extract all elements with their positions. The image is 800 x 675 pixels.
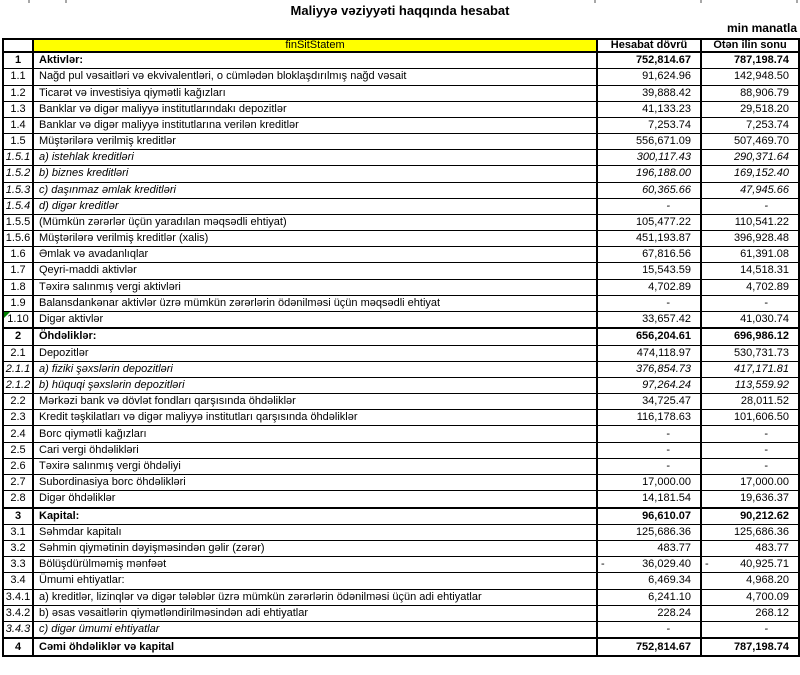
table-row — [3, 69, 799, 85]
row-number-cell: 1.10 — [3, 311, 33, 328]
value-cell-current-period: 656,204.61 — [597, 328, 701, 345]
row-number-cell: 2.5 — [3, 442, 33, 458]
value-cell-previous-period: 142,948.50 — [701, 69, 799, 85]
value-cell-previous-period: 417,171.81 — [701, 361, 799, 377]
row-number-cell: 1.5 — [3, 134, 33, 150]
row-number-cell: 1.8 — [3, 279, 33, 295]
value-cell-current-period: 17,000.00 — [597, 474, 701, 490]
value-cell-previous-period: 113,559.92 — [701, 377, 799, 393]
row-label-cell: Nağd pul vəsaitləri və ekvivalentləri, o cümlədən bloklaşdırılmış nağd vəsait — [33, 69, 597, 85]
row-label-cell: Cəmi öhdəliklər və kapital — [33, 638, 597, 656]
table-row — [3, 394, 799, 410]
table-row — [3, 52, 799, 69]
value-cell-current-period: 451,193.87 — [597, 231, 701, 247]
value-cell-previous-period: - — [701, 295, 799, 311]
row-number-cell: 2 — [3, 328, 33, 345]
table-row — [3, 442, 799, 458]
value-cell-current-period: - — [597, 198, 701, 214]
row-label-cell: a) kreditlər, lizinqlər və digər tələblər üzrə mümkün zərərlərin ödənilməsi üçün adi ehtiyatlar — [33, 589, 597, 605]
table-row — [3, 573, 799, 589]
row-number-cell: 1.7 — [3, 263, 33, 279]
value-cell-previous-period: - — [701, 458, 799, 474]
value-cell-current-period: 300,117.43 — [597, 150, 701, 166]
row-label-cell: Müştərilərə verilmiş kreditlər — [33, 134, 597, 150]
value-cell-current-period: 60,365.66 — [597, 182, 701, 198]
row-label-cell: Öhdəliklər: — [33, 328, 597, 345]
value-cell-current-period: 105,477.22 — [597, 214, 701, 230]
row-number-cell: 2.2 — [3, 394, 33, 410]
value-cell-previous-period: 29,518.20 — [701, 101, 799, 117]
table-row — [3, 541, 799, 557]
row-number-cell: 2.7 — [3, 474, 33, 490]
table-row — [3, 458, 799, 474]
row-label-cell: Banklar və digər maliyyə institutlarındakı depozitlər — [33, 101, 597, 117]
negative-sign: - — [705, 558, 709, 571]
row-number-cell: 2.3 — [3, 410, 33, 426]
table-row — [3, 410, 799, 426]
row-number-cell: 2.1.1 — [3, 361, 33, 377]
row-label-cell: Digər aktivlər — [33, 311, 597, 328]
row-number-cell: 3.4 — [3, 573, 33, 589]
value-cell-previous-period: 483.77 — [701, 541, 799, 557]
table-row — [3, 328, 799, 345]
table-row — [3, 638, 799, 656]
value-cell-current-period: 196,188.00 — [597, 166, 701, 182]
row-label-cell: Aktivlər: — [33, 52, 597, 69]
row-label-cell: Banklar və digər maliyyə institutlarına verilən kreditlər — [33, 117, 597, 133]
value-cell-current-period: 6,241.10 — [597, 589, 701, 605]
value-cell-previous-period: 169,152.40 — [701, 166, 799, 182]
row-label-cell: Depozitlər — [33, 345, 597, 361]
row-number-cell: 3.4.1 — [3, 589, 33, 605]
row-label-cell: Balansdankənar aktivlər üzrə mümkün zərərlərin ödənilməsi üçün məqsədli ehtiyat — [33, 295, 597, 311]
row-label-cell: (Mümkün zərərlər üçün yaradılan məqsədli ehtiyat) — [33, 214, 597, 230]
value-cell-previous-period: 4,700.09 — [701, 589, 799, 605]
row-label-cell: b) əsas vəsaitlərin qiymətləndirilməsindən adi ehtiyatlar — [33, 605, 597, 621]
value-cell-current-period: 14,181.54 — [597, 491, 701, 508]
row-number-cell: 3 — [3, 508, 33, 525]
value-cell-current-period: 752,814.67 — [597, 638, 701, 656]
row-label-cell: Mərkəzi bank və dövlət fondları qarşısında öhdəliklər — [33, 394, 597, 410]
row-label-cell: b) hüquqi şəxslərin depozitləri — [33, 377, 597, 393]
value-cell-current-period: - — [597, 426, 701, 442]
table-row — [3, 426, 799, 442]
row-label-cell: Borc qiymətli kağızları — [33, 426, 597, 442]
row-number-cell: 2.6 — [3, 458, 33, 474]
table-row — [3, 557, 799, 573]
value-cell-previous-period: 696,986.12 — [701, 328, 799, 345]
value-cell-current-period: - — [597, 621, 701, 638]
row-number-cell: 3.4.3 — [3, 621, 33, 638]
value-cell-current-period: 34,725.47 — [597, 394, 701, 410]
value-cell-previous-period: 268.12 — [701, 605, 799, 621]
row-label-cell: Ticarət və investisiya qiymətli kağızları — [33, 85, 597, 101]
row-label-cell: c) daşınmaz əmlak kreditləri — [33, 182, 597, 198]
row-number-cell: 4 — [3, 638, 33, 656]
value-cell-previous-period: 61,391.08 — [701, 247, 799, 263]
value-cell-previous-period: - — [701, 426, 799, 442]
table-row — [3, 150, 799, 166]
table-row — [3, 117, 799, 133]
value-cell-current-period: 97,264.24 — [597, 377, 701, 393]
table-row — [3, 101, 799, 117]
negative-sign: - — [601, 558, 605, 571]
table-row — [3, 508, 799, 525]
value-cell-previous-period: 530,731.73 — [701, 345, 799, 361]
value-cell-current-period: 15,543.59 — [597, 263, 701, 279]
unit-note: min manatla — [726, 21, 797, 35]
value-cell-previous-period: 4,968.20 — [701, 573, 799, 589]
row-number-cell: 1.5.3 — [3, 182, 33, 198]
value-cell-current-period: 125,686.36 — [597, 524, 701, 540]
value-cell-current-period: 91,624.96 — [597, 69, 701, 85]
row-number-cell: 2.8 — [3, 491, 33, 508]
row-number-cell: 3.2 — [3, 541, 33, 557]
row-label-cell: Bölüşdürülməmiş mənfəət — [33, 557, 597, 573]
row-label-cell: Qeyri-maddi aktivlər — [33, 263, 597, 279]
table-row — [3, 279, 799, 295]
value-cell-current-period: 6,469.34 — [597, 573, 701, 589]
value-cell-current-period: - — [597, 442, 701, 458]
report-title: Maliyyə vəziyyəti haqqında hesabat — [290, 3, 510, 18]
row-label-cell: c) digər ümumi ehtiyatlar — [33, 621, 597, 638]
value-cell-current-period: 116,178.63 — [597, 410, 701, 426]
value-cell-previous-period: 787,198.74 — [701, 52, 799, 69]
value-cell-previous-period: 110,541.22 — [701, 214, 799, 230]
row-label-cell: Subordinasiya borc öhdəlikləri — [33, 474, 597, 490]
value-cell-previous-period: 90,212.62 — [701, 508, 799, 525]
value-cell-current-period: 7,253.74 — [597, 117, 701, 133]
value-cell-previous-period: 14,518.31 — [701, 263, 799, 279]
row-number-cell: 1 — [3, 52, 33, 69]
value-cell-current-period: 556,671.09 — [597, 134, 701, 150]
row-label-cell: Təxirə salınmış vergi öhdəliyi — [33, 458, 597, 474]
table-row — [3, 361, 799, 377]
table-row — [3, 166, 799, 182]
row-label-cell: b) biznes kreditləri — [33, 166, 597, 182]
value-cell-previous-period: 101,606.50 — [701, 410, 799, 426]
table-row — [3, 524, 799, 540]
row-number-cell: 1.5.6 — [3, 231, 33, 247]
row-number-cell: 3.3 — [3, 557, 33, 573]
value-cell-previous-period: 88,906.79 — [701, 85, 799, 101]
value-cell-current-period: - — [597, 295, 701, 311]
value-cell-current-period: 752,814.67 — [597, 52, 701, 69]
table-row — [3, 214, 799, 230]
value-cell-previous-period: 125,686.36 — [701, 524, 799, 540]
table-row — [3, 85, 799, 101]
table-row — [3, 134, 799, 150]
value-cell-previous-period: 28,011.52 — [701, 394, 799, 410]
row-label-cell: Müştərilərə verilmiş kreditlər (xalis) — [33, 231, 597, 247]
table-header-row — [3, 39, 799, 52]
row-label-cell: Ümumi ehtiyatlar: — [33, 573, 597, 589]
row-label-cell: a) istehlak kreditləri — [33, 150, 597, 166]
value-cell-previous-period: 19,636.37 — [701, 491, 799, 508]
value-cell-previous-period: 41,030.74 — [701, 311, 799, 328]
value-cell-current-period: 39,888.42 — [597, 85, 701, 101]
financial-statement-table — [2, 38, 800, 657]
value-cell-previous-period: 507,469.70 — [701, 134, 799, 150]
table-row — [3, 589, 799, 605]
row-number-cell: 1.9 — [3, 295, 33, 311]
header-previous-period-cell: Ötən ilin sonu — [701, 39, 799, 52]
value-cell-current-period: 96,610.07 — [597, 508, 701, 525]
row-number-cell: 1.5.2 — [3, 166, 33, 182]
value-cell-current-period: - — [597, 458, 701, 474]
value-cell-current-period: 376,854.73 — [597, 361, 701, 377]
table-row — [3, 182, 799, 198]
table-row — [3, 247, 799, 263]
table-row — [3, 605, 799, 621]
row-label-cell: Cari vergi öhdəlikləri — [33, 442, 597, 458]
row-label-cell: Təxirə salınmış vergi aktivləri — [33, 279, 597, 295]
table-row — [3, 231, 799, 247]
table-row — [3, 345, 799, 361]
value-cell-previous-period: - — [701, 198, 799, 214]
value-cell-previous-period: 396,928.48 — [701, 231, 799, 247]
value-cell-current-period: 228.24 — [597, 605, 701, 621]
table-row — [3, 491, 799, 508]
table-row — [3, 621, 799, 638]
row-number-cell: 3.1 — [3, 524, 33, 540]
row-label-cell: d) digər kreditlər — [33, 198, 597, 214]
row-label-cell: Səhmdar kapitalı — [33, 524, 597, 540]
row-number-cell: 1.5.5 — [3, 214, 33, 230]
row-number-cell: 1.4 — [3, 117, 33, 133]
value-cell-previous-period: - 40,925.71 — [701, 557, 799, 573]
header-name-cell: finSitStatem — [33, 39, 597, 52]
value-cell-current-period: 67,816.56 — [597, 247, 701, 263]
value-cell-previous-period: 290,371.64 — [701, 150, 799, 166]
table-row — [3, 198, 799, 214]
table-row — [3, 295, 799, 311]
row-number-cell: 1.2 — [3, 85, 33, 101]
value-cell-current-period: 474,118.97 — [597, 345, 701, 361]
table-row — [3, 263, 799, 279]
row-label-cell: Digər öhdəliklər — [33, 491, 597, 508]
row-number-cell: 2.1 — [3, 345, 33, 361]
value-cell-previous-period: - — [701, 442, 799, 458]
header-number-cell — [3, 39, 33, 52]
table-row — [3, 311, 799, 328]
value-cell-current-period: - 36,029.40 — [597, 557, 701, 573]
value-cell-current-period: 41,133.23 — [597, 101, 701, 117]
value-cell-previous-period: 7,253.74 — [701, 117, 799, 133]
row-label-cell: Səhmin qiymətinin dəyişməsindən gəlir (zərər) — [33, 541, 597, 557]
row-label-cell: a) fiziki şəxslərin depozitləri — [33, 361, 597, 377]
row-label-cell: Kapital: — [33, 508, 597, 525]
row-number-cell: 2.1.2 — [3, 377, 33, 393]
value-cell-previous-period: - — [701, 621, 799, 638]
row-number-cell: 1.6 — [3, 247, 33, 263]
value-cell-previous-period: 47,945.66 — [701, 182, 799, 198]
header-current-period-cell: Hesabat dövrü — [597, 39, 701, 52]
row-number-cell: 1.5.4 — [3, 198, 33, 214]
table-row — [3, 474, 799, 490]
value-cell-current-period: 33,657.42 — [597, 311, 701, 328]
value-cell-current-period: 483.77 — [597, 541, 701, 557]
row-number-cell: 1.1 — [3, 69, 33, 85]
value-cell-previous-period: 4,702.89 — [701, 279, 799, 295]
value-cell-current-period: 4,702.89 — [597, 279, 701, 295]
cell-error-indicator-icon — [4, 312, 10, 318]
row-number-cell: 2.4 — [3, 426, 33, 442]
value-cell-previous-period: 787,198.74 — [701, 638, 799, 656]
row-number-cell: 3.4.2 — [3, 605, 33, 621]
value-cell-previous-period: 17,000.00 — [701, 474, 799, 490]
row-label-cell: Kredit təşkilatları və digər maliyyə institutları qarşısında öhdəliklər — [33, 410, 597, 426]
row-number-cell: 1.3 — [3, 101, 33, 117]
row-number-cell: 1.5.1 — [3, 150, 33, 166]
row-label-cell: Əmlak və avadanlıqlar — [33, 247, 597, 263]
table-row — [3, 377, 799, 393]
